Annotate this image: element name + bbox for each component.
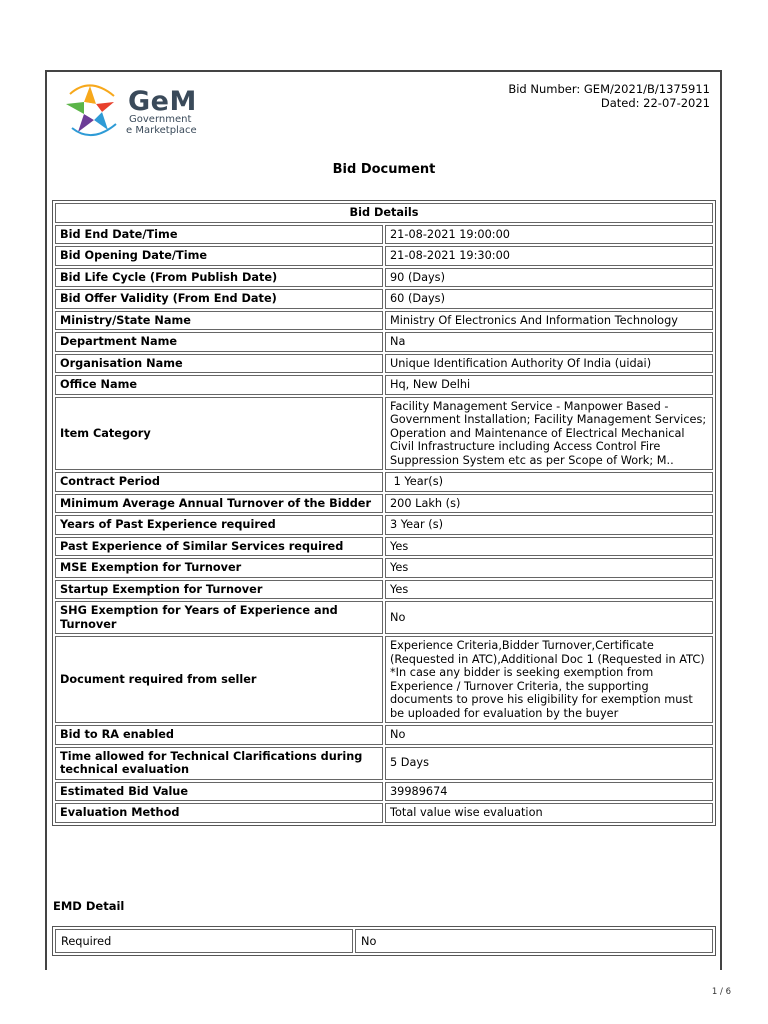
row-value: 60 (Days) (385, 289, 713, 309)
row-value: 1 Year(s) (385, 472, 713, 492)
row-label: Ministry/State Name (55, 311, 383, 331)
bid-details-table (52, 200, 716, 826)
row-label: Past Experience of Similar Services required (55, 537, 383, 557)
row-value: 21-08-2021 19:30:00 (385, 246, 713, 266)
table-row (55, 311, 713, 331)
table-row (55, 246, 713, 266)
row-value: No (385, 725, 713, 745)
row-label: Minimum Average Annual Turnover of the Bidder (55, 494, 383, 514)
page-number: 1 / 6 (711, 987, 731, 997)
bid-date: Dated: 22-07-2021 (600, 96, 710, 110)
table-row (55, 782, 713, 802)
logo-subtitle-marketplace: e Marketplace (126, 125, 197, 136)
row-value: 39989674 (385, 782, 713, 802)
table-row (55, 332, 713, 352)
row-value: Yes (385, 580, 713, 600)
row-label: Required (55, 929, 353, 953)
table-row (55, 225, 713, 245)
row-value: No (385, 601, 713, 634)
table-row (55, 725, 713, 745)
row-value: 3 Year (s) (385, 515, 713, 535)
emd-detail-table (52, 926, 716, 956)
row-label: Bid Offer Validity (From End Date) (55, 289, 383, 309)
row-value: Experience Criteria,Bidder Turnover,Certificate (Requested in ATC),Additional Doc 1 (Requested in ATC) *In case any bidder is seeking exemption from Experience / Turnover Criteria, the supporting documents to prove his eligibility for exemption must be uploaded for evaluation by the buyer (385, 636, 713, 723)
row-label: Item Category (55, 397, 383, 471)
row-label: Startup Exemption for Turnover (55, 580, 383, 600)
table-row (55, 289, 713, 309)
logo-wordmark: GeM (128, 86, 197, 117)
row-label: Bid to RA enabled (55, 725, 383, 745)
row-label: Estimated Bid Value (55, 782, 383, 802)
row-label: Years of Past Experience required (55, 515, 383, 535)
row-label: Office Name (55, 375, 383, 395)
row-value: Na (385, 332, 713, 352)
table-row (55, 636, 713, 723)
row-label: Department Name (55, 332, 383, 352)
row-value: 200 Lakh (s) (385, 494, 713, 514)
row-label: Contract Period (55, 472, 383, 492)
table-row (55, 580, 713, 600)
row-label: Document required from seller (55, 636, 383, 723)
table-row (55, 601, 713, 634)
table-row (55, 747, 713, 780)
row-value: Yes (385, 558, 713, 578)
table-header-row (55, 203, 713, 223)
bid-number: Bid Number: GEM/2021/B/1375911 (508, 82, 710, 96)
table-row (55, 472, 713, 492)
row-value: 90 (Days) (385, 268, 713, 288)
row-label: Time allowed for Technical Clarifications during technical evaluation (55, 747, 383, 780)
row-value: 21-08-2021 19:00:00 (385, 225, 713, 245)
row-label: Bid Life Cycle (From Publish Date) (55, 268, 383, 288)
row-value: Unique Identification Authority Of India (uidai) (385, 354, 713, 374)
row-value: 5 Days (385, 747, 713, 780)
table-row (55, 929, 713, 953)
document-title: Bid Document (332, 162, 436, 177)
table-row (55, 558, 713, 578)
logo-subtitle-government: Government (129, 114, 192, 125)
table-row (55, 515, 713, 535)
emd-detail-heading: EMD Detail (53, 899, 125, 913)
row-value: Ministry Of Electronics And Information Technology (385, 311, 713, 331)
table-row (55, 803, 713, 823)
bid-details-heading: Bid Details (55, 203, 713, 223)
row-value: Facility Management Service - Manpower Based - Government Installation; Facility Management Services; Operation and Maintenance of Electrical Mechanical Civil Infrastructure including Access Control Fire Suppression System etc as per Scope of Work; M.. (385, 397, 713, 471)
row-value: Total value wise evaluation (385, 803, 713, 823)
table-row (55, 268, 713, 288)
row-value: Hq, New Delhi (385, 375, 713, 395)
row-label: Evaluation Method (55, 803, 383, 823)
row-value: No (355, 929, 713, 953)
table-row (55, 537, 713, 557)
table-row (55, 354, 713, 374)
row-label: MSE Exemption for Turnover (55, 558, 383, 578)
table-row (55, 397, 713, 471)
row-label: Bid End Date/Time (55, 225, 383, 245)
row-label: Bid Opening Date/Time (55, 246, 383, 266)
row-label: SHG Exemption for Years of Experience and Turnover (55, 601, 383, 634)
row-label: Organisation Name (55, 354, 383, 374)
table-row (55, 494, 713, 514)
table-row (55, 375, 713, 395)
row-value: Yes (385, 537, 713, 557)
